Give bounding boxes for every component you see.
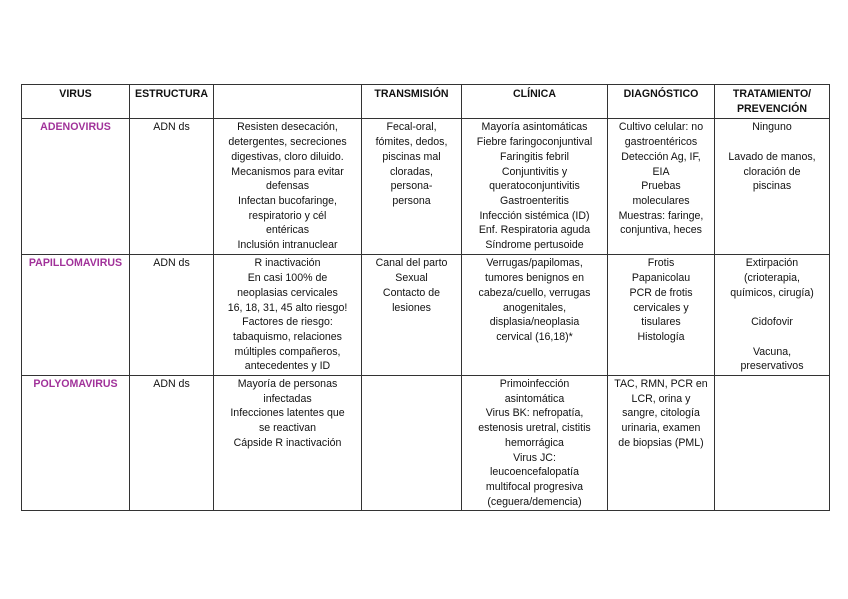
diagnostico-line: urinaria, examen	[621, 422, 701, 435]
clinica-line: Virus BK: nefropatía,	[485, 407, 584, 420]
caracteristicas-line: Mayoría de personas	[237, 378, 338, 391]
tratamiento-line: (crioterapia,	[744, 272, 800, 285]
diagnostico-line: Histología	[637, 330, 685, 343]
clinica-line: Conjuntivitis y	[501, 165, 568, 178]
diagnostico-line: tisulares	[641, 316, 681, 329]
caracteristicas-line: antecedentes y ID	[244, 360, 331, 373]
transmision-line: Canal del parto	[375, 257, 448, 270]
caracteristicas-line: múltiples compañeros,	[234, 345, 341, 358]
clinica-line: Primoinfección	[499, 378, 570, 391]
clinica-line: multifocal progresiva	[485, 480, 584, 493]
tratamiento-line: Lavado de manos,	[728, 150, 816, 163]
header-diagnostico: DIAGNÓSTICO	[608, 85, 715, 119]
cell-transmision	[362, 255, 462, 376]
caracteristicas-line: defensas	[266, 180, 309, 193]
tratamiento-line	[717, 135, 827, 150]
diagnostico-line: Papanicolau	[631, 272, 691, 285]
clinica-line: displasia/neoplasia	[489, 316, 580, 329]
clinica-line: Verrugas/papilomas,	[486, 257, 583, 270]
cell-virus	[22, 119, 130, 255]
clinica-line: queratoconjuntivitis	[489, 180, 580, 193]
diagnostico-line: TAC, RMN, PCR en	[614, 378, 708, 391]
caracteristicas-line: Inclusión intranuclear	[237, 239, 338, 252]
cell-estructura	[130, 376, 214, 511]
tratamiento-line: Cidofovir	[751, 316, 793, 329]
cell-caracteristicas	[214, 376, 362, 511]
clinica-line: leucoencefalopatía	[490, 466, 579, 479]
cell-estructura	[130, 119, 214, 255]
cell-estructura	[130, 255, 214, 376]
caracteristicas-line: Resisten desecación,	[237, 121, 338, 134]
caracteristicas-line: entéricas	[266, 224, 309, 237]
clinica-line: Fiebre faringoconjuntival	[476, 136, 593, 149]
header-virus: VIRUS	[22, 85, 130, 119]
estructura-value: ADN ds	[153, 121, 190, 134]
clinica-line: Enf. Respiratoria aguda	[478, 224, 591, 237]
table-row	[22, 119, 830, 255]
cell-transmision	[362, 376, 462, 511]
clinica-line: cervical (16,18)*	[496, 330, 573, 343]
diagnostico-line: sangre, citología	[622, 407, 700, 420]
caracteristicas-line: se reactivan	[258, 422, 317, 435]
caracteristicas-line: Cápside R inactivación	[233, 436, 342, 449]
clinica-line: anogenitales,	[502, 301, 567, 314]
cell-clinica	[462, 119, 608, 255]
transmision-line: lesiones	[392, 301, 431, 314]
transmision-line: fómites, dedos,	[375, 136, 448, 149]
cell-virus	[22, 376, 130, 511]
clinica-line: Gastroenteritis	[500, 194, 569, 207]
table-row	[22, 255, 830, 376]
caracteristicas-line: En casi 100% de	[247, 272, 328, 285]
diagnostico-line: moleculares	[632, 194, 690, 207]
caracteristicas-line: Mecanismos para evitar	[231, 165, 344, 178]
header-row	[22, 85, 830, 119]
virus-name: POLYOMAVIRUS	[33, 378, 118, 391]
caracteristicas-line: R inactivación	[254, 257, 321, 270]
tratamiento-line: piscinas	[752, 180, 792, 193]
caracteristicas-line: infectadas	[263, 392, 312, 405]
clinica-line: hemorrágica	[505, 436, 564, 449]
caracteristicas-line: Infecciones latentes que	[230, 407, 345, 420]
clinica-line: asintomática	[504, 392, 565, 405]
diagnostico-line: Frotis	[647, 257, 675, 270]
caracteristicas-line: Infectan bucofaringe,	[238, 194, 337, 207]
tratamiento-line	[717, 301, 827, 316]
cell-tratamiento	[715, 119, 830, 255]
header-tratamiento	[715, 85, 830, 119]
clinica-line: Infección sistémica (ID)	[479, 209, 590, 222]
cell-diagnostico	[608, 255, 715, 376]
clinica-line: tumores benignos en	[485, 272, 584, 285]
diagnostico-line: LCR, orina y	[631, 392, 691, 405]
cell-transmision	[362, 119, 462, 255]
clinica-line: (ceguera/demencia)	[487, 495, 582, 508]
caracteristicas-line: detergentes, secreciones	[228, 136, 347, 149]
caracteristicas-line: neoplasias cervicales	[237, 286, 338, 299]
caracteristicas-line: 16, 18, 31, 45 alto riesgo!	[227, 301, 348, 314]
header-tratamiento-line: TRATAMIENTO/	[732, 88, 812, 100]
estructura-value: ADN ds	[153, 378, 190, 391]
virus-name: PAPILLOMAVIRUS	[28, 257, 123, 270]
transmision-line: Fecal-oral,	[386, 121, 437, 134]
clinica-line: Virus JC:	[513, 451, 556, 464]
diagnostico-line: Cultivo celular: no	[618, 121, 704, 134]
diagnostico-line: gastroentéricos	[624, 136, 698, 149]
virus-table	[21, 84, 830, 511]
tratamiento-line: Extirpación	[745, 257, 799, 270]
clinica-line: Síndrome pertusoide	[485, 239, 584, 252]
cell-tratamiento	[715, 376, 830, 511]
cell-virus	[22, 255, 130, 376]
diagnostico-line: Muestras: faringe,	[618, 209, 704, 222]
transmision-line: Contacto de	[382, 286, 441, 299]
transmision-line: persona	[392, 194, 431, 207]
transmision-line: piscinas mal	[382, 150, 441, 163]
cell-tratamiento	[715, 255, 830, 376]
tratamiento-line	[717, 330, 827, 345]
header-transmision: TRANSMISIÓN	[362, 85, 462, 119]
transmision-line: Sexual	[395, 272, 428, 285]
caracteristicas-line: respiratorio y cél	[248, 209, 327, 222]
caracteristicas-line: digestivas, cloro diluido.	[231, 150, 344, 163]
tratamiento-line: preservativos	[740, 360, 804, 373]
header-tratamiento-line: PREVENCIÓN	[736, 102, 808, 115]
diagnostico-line: de biopsias (PML)	[618, 436, 704, 449]
cell-diagnostico	[608, 376, 715, 511]
transmision-line: cloradas,	[390, 165, 433, 178]
diagnostico-line: Pruebas	[641, 180, 681, 193]
diagnostico-line: EIA	[652, 165, 670, 178]
clinica-line: cabeza/cuello, verrugas	[478, 286, 591, 299]
tratamiento-line: cloración de	[743, 165, 801, 178]
estructura-value: ADN ds	[153, 257, 190, 270]
tratamiento-line: Vacuna,	[752, 345, 792, 358]
cell-caracteristicas	[214, 255, 362, 376]
diagnostico-line: Detección Ag, IF,	[621, 150, 701, 163]
table-row	[22, 376, 830, 511]
cell-clinica	[462, 376, 608, 511]
caracteristicas-line: Factores de riesgo:	[242, 316, 333, 329]
cell-clinica	[462, 255, 608, 376]
header-clinica: CLÍNICA	[462, 85, 608, 119]
clinica-line: Faringitis febril	[500, 150, 569, 163]
caracteristicas-line: tabaquismo, relaciones	[233, 330, 342, 343]
diagnostico-line: cervicales y	[633, 301, 689, 314]
header-estructura: ESTRUCTURA	[130, 85, 214, 119]
header-blank	[214, 85, 362, 119]
cell-caracteristicas	[214, 119, 362, 255]
tratamiento-line: Ninguno	[752, 121, 792, 134]
virus-name: ADENOVIRUS	[40, 121, 111, 134]
clinica-line: Mayoría asintomáticas	[481, 121, 588, 134]
tratamiento-line: químicos, cirugía)	[730, 286, 814, 299]
transmision-line: persona-	[390, 180, 433, 193]
diagnostico-line: PCR de frotis	[629, 286, 693, 299]
cell-diagnostico	[608, 119, 715, 255]
diagnostico-line: conjuntiva, heces	[620, 224, 702, 237]
clinica-line: estenosis uretral, cistitis	[478, 422, 591, 435]
